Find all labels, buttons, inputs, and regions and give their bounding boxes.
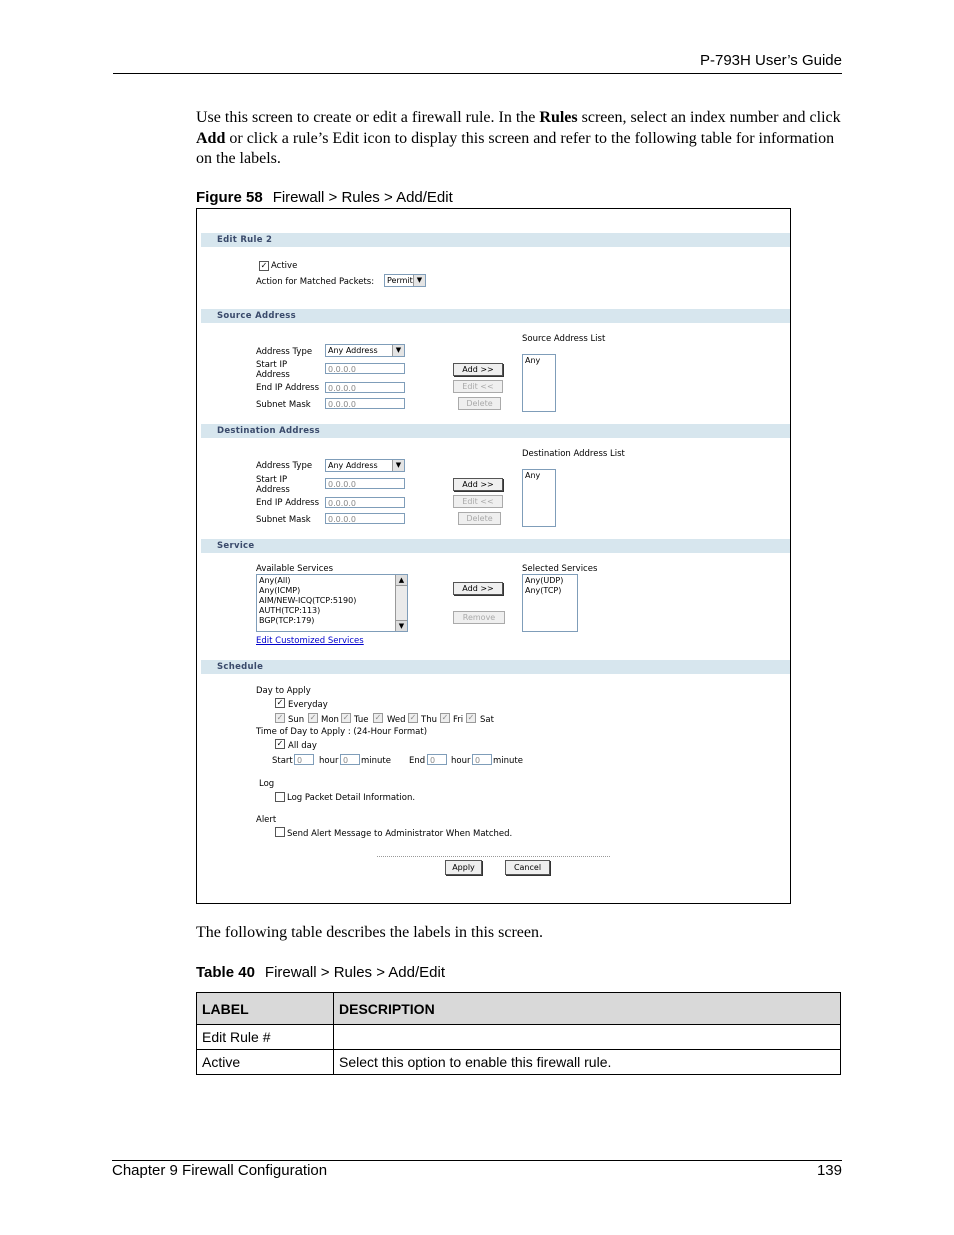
thu-label: Thu <box>421 715 437 725</box>
service-remove-button[interactable]: Remove <box>453 611 505 624</box>
table-row <box>197 1050 841 1075</box>
section-service: Service <box>201 539 790 553</box>
label-column-header: LABEL <box>197 993 334 1025</box>
src-address-type-select[interactable]: Any Address ▼ <box>325 344 405 357</box>
dst-delete-button[interactable]: Delete <box>458 512 501 525</box>
start-hour-input[interactable]: 0 <box>294 754 314 765</box>
sun-checkbox[interactable]: ✓ <box>276 713 284 722</box>
list-item[interactable]: Any <box>525 471 541 480</box>
table-cell: Active <box>197 1050 334 1075</box>
dst-start-ip-label: Start IP Address <box>256 475 290 495</box>
sun-label: Sun <box>288 715 305 725</box>
start-label: Start <box>272 756 293 766</box>
scroll-up-icon[interactable]: ▲ <box>396 575 407 586</box>
labels-table <box>196 992 841 1075</box>
action-label: Action for Matched Packets: <box>256 277 375 287</box>
everyday-label: Everyday <box>288 700 328 710</box>
services-scrollbar[interactable] <box>395 575 407 631</box>
action-select[interactable]: Permit ▼ <box>384 274 426 287</box>
table-caption: Table 40 Firewall > Rules > Add/Edit <box>196 964 446 981</box>
selected-services-list[interactable] <box>522 574 578 632</box>
end-minute-label: minute <box>493 756 523 766</box>
table-header-row <box>197 993 841 1025</box>
thu-checkbox[interactable]: ✓ <box>409 713 417 722</box>
section-edit-rule: Edit Rule 2 <box>201 233 790 247</box>
start-minute-input[interactable]: 0 <box>340 754 360 765</box>
src-subnet-label: Subnet Mask <box>256 400 311 410</box>
dst-address-type-label: Address Type <box>256 461 313 471</box>
table-cell: Edit Rule # <box>197 1025 334 1050</box>
mon-checkbox[interactable]: ✓ <box>309 713 317 722</box>
footer-rule <box>112 1160 842 1161</box>
sat-label: Sat <box>480 715 494 725</box>
alert-option-label: Send Alert Message to Administrator When Matched. <box>287 829 513 839</box>
guide-title: P-793H User’s Guide <box>699 52 842 69</box>
service-add-button[interactable]: Add >> <box>453 582 503 595</box>
list-item[interactable]: Any(ICMP) <box>259 586 301 595</box>
log-option-label: Log Packet Detail Information. <box>287 793 416 803</box>
active-checkbox[interactable]: ✓ <box>260 261 268 270</box>
alert-checkbox[interactable] <box>275 827 285 837</box>
src-address-list[interactable] <box>522 354 556 412</box>
list-item[interactable]: Any(All) <box>259 576 291 585</box>
footer-chapter: Chapter 9 Firewall Configuration <box>112 1162 328 1179</box>
start-minute-label: minute <box>361 756 391 766</box>
day-to-apply-label: Day to Apply <box>256 686 311 696</box>
fri-checkbox[interactable]: ✓ <box>441 713 449 722</box>
footer-page-number: 139 <box>816 1162 842 1179</box>
src-edit-button[interactable]: Edit << <box>453 380 503 393</box>
table-intro: The following table describes the labels in this screen. <box>196 924 544 941</box>
alert-heading: Alert <box>256 815 277 825</box>
src-end-ip-input[interactable]: 0.0.0.0 <box>325 382 405 393</box>
src-subnet-input[interactable]: 0.0.0.0 <box>325 398 405 409</box>
dst-list-label: Destination Address List <box>522 449 625 459</box>
selected-services-label: Selected Services <box>522 564 598 574</box>
dst-address-type-select[interactable]: Any Address ▼ <box>325 459 405 472</box>
table-cell <box>334 1025 841 1050</box>
src-end-ip-label: End IP Address <box>256 383 320 393</box>
end-minute-input[interactable]: 0 <box>472 754 492 765</box>
dst-edit-button[interactable]: Edit << <box>453 495 503 508</box>
available-services-list[interactable] <box>256 574 408 632</box>
src-start-ip-label: Start IP Address <box>256 360 290 380</box>
start-hour-label: hour <box>319 756 339 766</box>
all-day-label: All day <box>288 741 317 751</box>
dst-address-list[interactable] <box>522 469 556 527</box>
header-rule <box>113 73 842 74</box>
time-of-day-label: Time of Day to Apply : (24-Hour Format) <box>256 727 428 737</box>
dst-start-ip-input[interactable]: 0.0.0.0 <box>325 478 405 489</box>
src-list-label: Source Address List <box>522 334 606 344</box>
apply-button[interactable]: Apply <box>445 860 482 875</box>
src-add-button[interactable]: Add >> <box>453 363 503 376</box>
end-hour-label: hour <box>451 756 471 766</box>
dst-end-ip-label: End IP Address <box>256 498 320 508</box>
section-source-address: Source Address <box>201 309 790 323</box>
tue-checkbox[interactable]: ✓ <box>342 713 350 722</box>
description-column-header: DESCRIPTION <box>334 993 841 1025</box>
src-start-ip-input[interactable]: 0.0.0.0 <box>325 363 405 374</box>
scroll-down-icon[interactable]: ▼ <box>396 620 407 631</box>
end-label: End <box>409 756 426 766</box>
list-item[interactable]: BGP(TCP:179) <box>259 616 315 625</box>
dst-subnet-label: Subnet Mask <box>256 515 311 525</box>
everyday-checkbox[interactable]: ✓ <box>276 698 284 707</box>
src-address-type-label: Address Type <box>256 347 313 357</box>
end-hour-input[interactable]: 0 <box>427 754 447 765</box>
section-schedule: Schedule <box>201 660 790 674</box>
intro-paragraph: Use this screen to create or edit a firewall rule. In the Rules screen, select an index number and click Add or click a rule’s Edit icon to display this screen and refer to the following table for information on the labels. <box>196 109 841 167</box>
list-item[interactable]: Any(TCP) <box>525 586 562 595</box>
list-item[interactable]: AIM/NEW-ICQ(TCP:5190) <box>259 596 357 605</box>
table-row <box>197 1025 841 1050</box>
dst-subnet-input[interactable]: 0.0.0.0 <box>325 513 405 524</box>
dst-end-ip-input[interactable]: 0.0.0.0 <box>325 497 405 508</box>
list-item[interactable]: AUTH(TCP:113) <box>259 606 321 615</box>
section-destination-address: Destination Address <box>201 424 790 438</box>
mon-label: Mon <box>321 715 339 725</box>
active-label: Active <box>271 261 298 271</box>
table-cell: Select this option to enable this firewall rule. <box>334 1050 841 1075</box>
list-item[interactable]: Any <box>525 356 541 365</box>
log-heading: Log <box>259 779 275 789</box>
edit-customized-services-link[interactable]: Edit Customized Services <box>256 636 364 646</box>
button-divider <box>377 856 610 857</box>
firewall-rule-screenshot <box>196 208 791 904</box>
wed-checkbox[interactable]: ✓ <box>374 713 382 722</box>
tue-label: Tue <box>354 715 369 725</box>
list-item[interactable]: Any(UDP) <box>525 576 564 585</box>
src-delete-button[interactable]: Delete <box>458 397 501 410</box>
dst-add-button[interactable]: Add >> <box>453 478 503 491</box>
wed-label: Wed <box>387 715 406 725</box>
figure-caption: Figure 58 Firewall > Rules > Add/Edit <box>196 189 453 206</box>
log-checkbox[interactable] <box>275 792 285 802</box>
available-services-label: Available Services <box>256 564 334 574</box>
sat-checkbox[interactable]: ✓ <box>467 713 475 722</box>
all-day-checkbox[interactable]: ✓ <box>276 739 284 748</box>
cancel-button[interactable]: Cancel <box>505 860 550 875</box>
fri-label: Fri <box>453 715 464 725</box>
